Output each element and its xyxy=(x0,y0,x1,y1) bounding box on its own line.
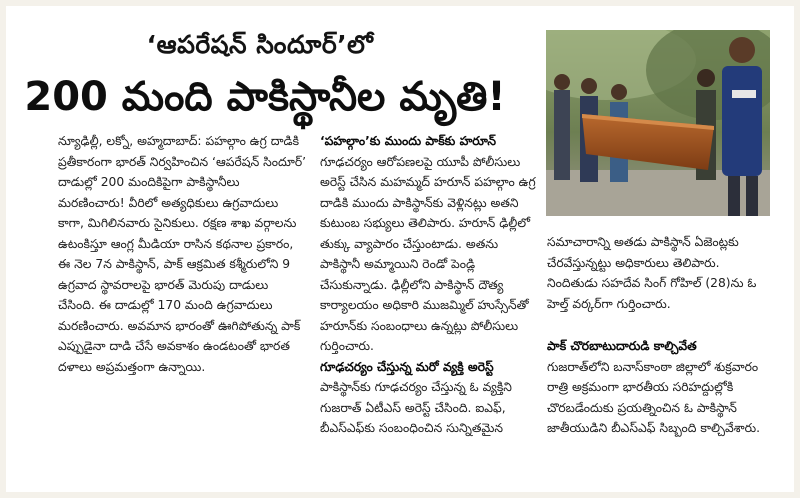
article-column-3 xyxy=(547,232,769,439)
column-2-body: గూఢచర్యం ఆరోపణలపై యూపీ పోలీసులు అరెస్ట్ చేసిన మహమ్మద్ హరూన్ పహల్గాం ఉగ్ర దాడికి ముందు పాకిస్థాన్‌కు వెళ్లినట్లు అతని కుటుంబ సభ్యులు తెలిపారు. హరూన్ ఢిల్లీలో తుక్కు వ్యాపారం చేస్తుంటాడు. అతను పాకిస్థానీ అమ్మాయిని రెండో పెండ్లి చేసుకున్నాడు. ఢిల్లీలోని పాకిస్థాన్ దౌత్య కార్యాలయం అధికారి ముజమ్మిల్ హుస్సేన్‌తో హరూన్‌కు సంబంధాలు ఉన్నట్లు పోలీసులు గుర్తించారు. xyxy=(320,154,536,353)
article-kicker: ‘ఆపరేషన్ సిందూర్’లో xyxy=(146,30,374,59)
column-1-body: న్యూఢిల్లీ, లక్నో, అహ్మదాబాద్: పహల్గాం ఉగ్ర దాడికి ప్రతీకారంగా భారత్ నిర్వహించిన ‘ఆపరేషన్ సిందూర్’ దాడుల్లో 200 మందికిపైగా పాకిస్థానీలు మరణించారు! వీరిలో అత్యధికులు ఉగ్రవాదులు కాగా, మిగిలినవారు సైనికులు. రక్షణ శాఖ వర్గాలను ఉటంకిస్తూ ఆంగ్ల మీడియా రాసిన కథనాల ప్రకారం, ఈ నెల 7న పాకిస్థాన్, పాక్ ఆక్రమిత కశ్మీరులోని 9 ఉగ్రవాద స్థావరాలపై భారత్ మెరుపు దాడులు చేసింది. ఈ దాడుల్లో 170 మంది ఉగ్రవాదులు మరణించారు. అవమాన భారంతో ఊగిపోతున్న పాక్ ఎప్పుడైనా దాడి చేసే అవకాశం ఉండటంతో భారత దళాలు అప్రమత్తంగా ఉన్నాయి. xyxy=(58,134,307,374)
column-2-subhead-2: గూఢచర్యం చేస్తున్న మరో వ్యక్తి అరెస్ట్ xyxy=(320,359,494,374)
news-photo xyxy=(546,30,770,216)
article-headline: 200 మంది పాకిస్థానీల మృతి! xyxy=(24,74,506,120)
coffin-carriers-image xyxy=(546,30,770,216)
column-2-subhead: ‘పహల్గాం’కు ముందు పాక్‌కు హరూన్ xyxy=(320,134,496,148)
column-3-body: సమాచారాన్ని అతడు పాకిస్థాన్ ఏజెంట్లకు చేరవేస్తున్నట్టు అధికారులు తెలిపారు. నిందితుడు సహదేవ సింగ్ గోహిల్ (28)ను ఓ హెల్త్ వర్కర్‌గా గుర్తించారు. xyxy=(547,235,757,311)
article-column-2 xyxy=(320,131,542,439)
article-column-1 xyxy=(58,131,308,377)
column-3-subhead: పాక్ చొరబాటుదారుడి కాల్చివేత xyxy=(547,339,697,353)
column-2-body-2: పాకిస్థాన్‌కు గూఢచర్యం చేస్తున్న ఓ వ్యక్తిని గుజరాత్ ఏటీఎస్ అరెస్ట్ చేసింది. ఐఎఫ్, బీఎస్ఎఫ్‌కు సంబంధించిన సున్నితమైన xyxy=(320,380,512,435)
column-3-body-2: గుజరాత్‌లోని బనాస్‌కాంఠా జిల్లాలో శుక్రవారం రాత్రి అక్రమంగా భారతీయ సరిహద్దుల్లోకి చొరబడేందుకు ప్రయత్నించిన ఓ పాకిస్థాన్ జాతీయుడిని బీఎస్ఎఫ్ సిబ్బంది కాల్చివేశారు. xyxy=(547,359,761,435)
